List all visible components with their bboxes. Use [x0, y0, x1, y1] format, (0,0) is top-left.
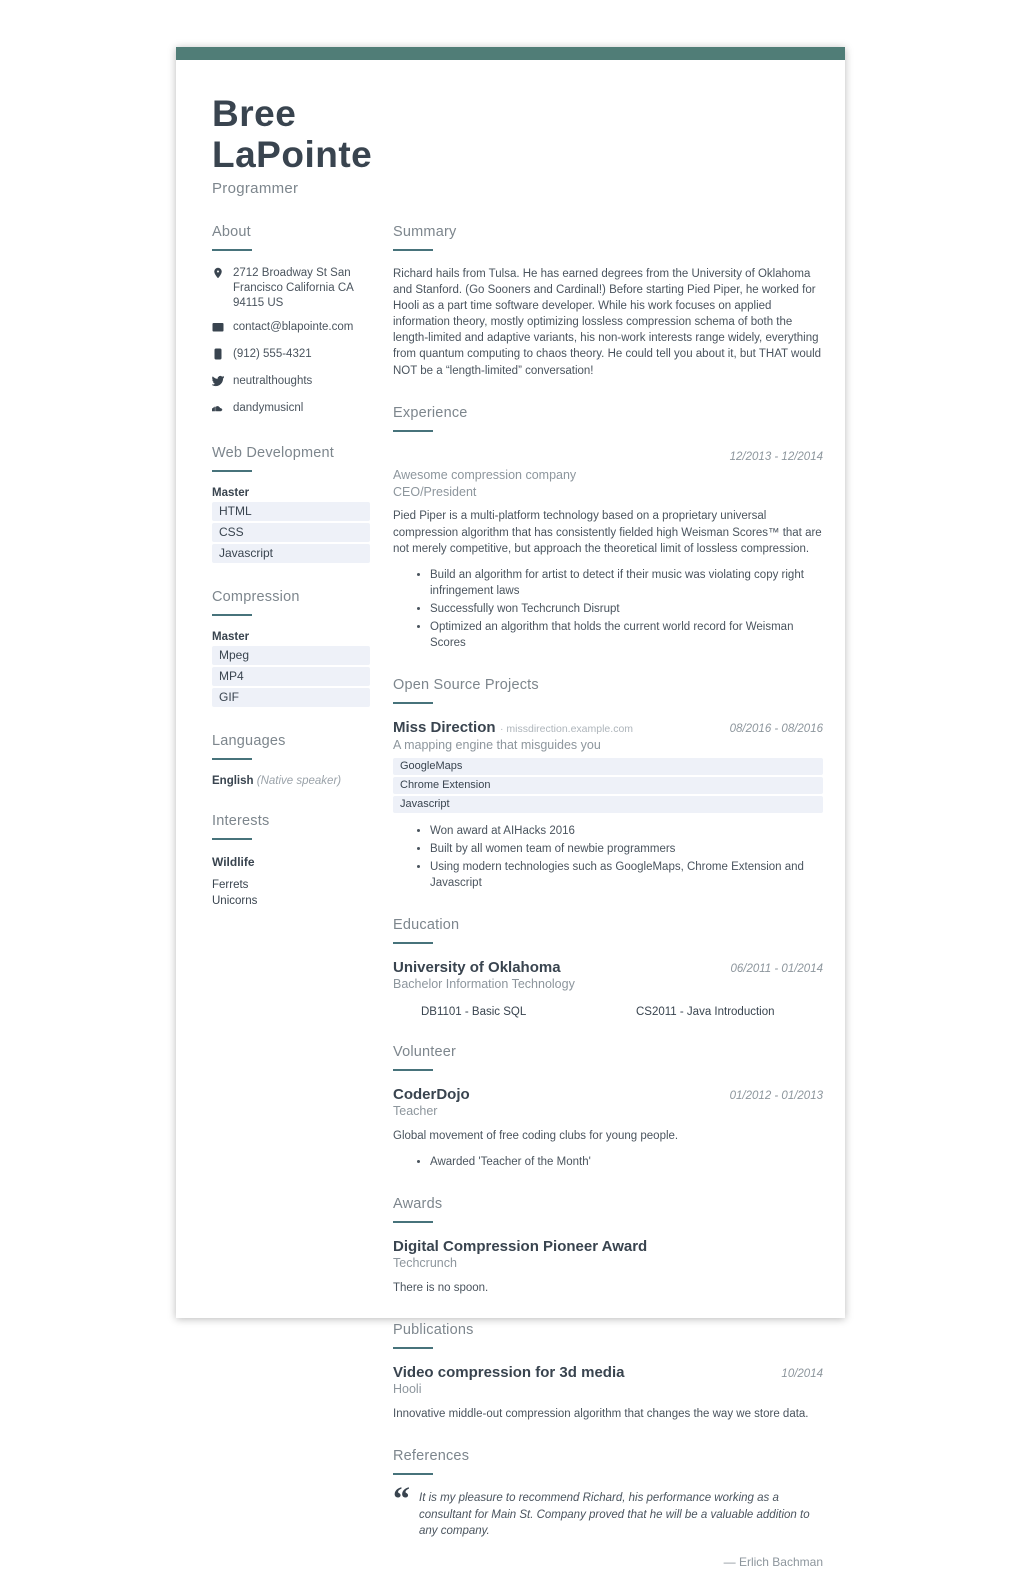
language-name: English [212, 774, 254, 787]
location-pin-icon [212, 266, 226, 311]
resume-page [176, 47, 845, 1570]
person-name-line1: Bree [212, 93, 297, 134]
soundcloud-icon [212, 401, 226, 419]
summary-text: Richard hails from Tulsa. He has earned degrees from the University of Oklahoma and Stanford. (Go Sooners and Cardinal!) Before starting Pied Piper, he worked for Hooli as a part time software developer. While his work focuses on applied information theory, mostly optimizing lossless compression schema of both the length-limited and adaptive variants, his non-work interests range widely, everything from quantum computing to chaos theory. He could tell you about it, but THAT would NOT be a “length-limited” conversation! [393, 268, 822, 377]
section-web-development [212, 445, 370, 563]
about-twitter-text[interactable]: neutralthoughts [233, 374, 313, 387]
sidebar [212, 224, 370, 1595]
interest-item: Ferrets [212, 878, 249, 891]
education-school: University of Oklahoma [393, 959, 561, 977]
course-item: CS2011 - Java Introduction [636, 1006, 775, 1019]
experience-company: Awesome compression company [393, 467, 577, 482]
person-name-line2: LaPointe [212, 134, 373, 175]
project-date: 08/2016 - 08/2016 [729, 723, 823, 736]
section-publications [393, 1322, 823, 1422]
heading-rule [393, 430, 433, 432]
heading-rule [212, 758, 252, 760]
about-email-row[interactable] [212, 320, 370, 338]
accent-top-bar [176, 47, 845, 60]
bullet-item: • Build an algorithm for artist to detect if their music was violating copy right infringement laws [430, 567, 823, 599]
about-address-text: 2712 Broadway St San Francisco California CA 94115 US [233, 267, 354, 309]
project-bullets [393, 823, 823, 891]
section-projects [393, 677, 823, 891]
about-phone-text: (912) 555-4321 [233, 347, 312, 360]
section-heading: Open Source Projects [393, 677, 539, 694]
mobile-phone-icon [212, 347, 226, 365]
heading-rule [393, 942, 433, 944]
interest-primary: Wildlife [212, 854, 255, 869]
skill-bar: HTML [212, 502, 370, 521]
section-experience [393, 405, 823, 652]
publication-description: Innovative middle-out compression algorithm that changes the way we store data. [393, 1408, 809, 1421]
heading-rule [212, 614, 252, 616]
quote-icon: “ [393, 1481, 410, 1519]
language-note: (Native speaker) [256, 774, 342, 787]
bullet-item: • Using modern technologies such as GoogleMaps, Chrome Extension and Javascript [430, 859, 823, 891]
bullet-item: • Won award at AIHacks 2016 [430, 823, 823, 839]
heading-rule [393, 1221, 433, 1223]
section-awards [393, 1196, 823, 1296]
skill-bar: MP4 [212, 667, 370, 686]
section-heading: Education [393, 917, 460, 934]
main-column [393, 224, 823, 1595]
section-heading: Experience [393, 404, 468, 421]
heading-rule [393, 1347, 433, 1349]
section-references [393, 1448, 823, 1569]
bullet-item: • Awarded 'Teacher of the Month' [430, 1154, 823, 1170]
heading-rule [212, 470, 252, 472]
bullet-item: • Built by all women team of newbie programmers [430, 841, 823, 857]
section-interests [212, 813, 370, 907]
experience-role: CEO/President [393, 484, 477, 499]
skill-bar: GIF [212, 688, 370, 707]
experience-bullets [393, 567, 823, 651]
project-title: Miss Direction [393, 719, 496, 737]
section-heading: Awards [393, 1196, 443, 1213]
project-link[interactable]: · missdirection.example.com [499, 723, 634, 736]
volunteer-bullets [393, 1154, 823, 1170]
heading-rule [393, 1473, 433, 1475]
section-heading: Publications [393, 1322, 474, 1339]
heading-rule [393, 249, 433, 251]
section-about [212, 224, 370, 419]
publication-date: 10/2014 [781, 1368, 823, 1381]
section-education [393, 917, 823, 1018]
publication-publisher: Hooli [393, 1382, 422, 1397]
volunteer-org: CoderDojo [393, 1086, 470, 1104]
interest-item: Unicorns [212, 894, 258, 907]
person-name [212, 93, 823, 175]
heading-rule [393, 1069, 433, 1071]
section-heading: Volunteer [393, 1044, 457, 1061]
about-soundcloud-row[interactable] [212, 401, 370, 419]
skill-level-label: Master [212, 630, 250, 643]
project-subtitle: A mapping engine that misguides you [393, 738, 601, 753]
section-heading: Web Development [212, 444, 335, 461]
reference-author: — Erlich Bachman [723, 1555, 823, 1570]
bullet-item: • Optimized an algorithm that holds the current world record for Weisman Scores [430, 619, 823, 651]
award-org: Techcrunch [393, 1256, 457, 1271]
project-tag: GoogleMaps [393, 758, 823, 775]
project-tag: Javascript [393, 796, 823, 813]
person-job-title: Programmer [212, 180, 299, 197]
reference-quote-row [393, 1481, 823, 1539]
section-compression [212, 589, 370, 707]
about-twitter-row[interactable] [212, 374, 370, 392]
heading-rule [393, 702, 433, 704]
project-tag: Chrome Extension [393, 777, 823, 794]
heading-rule [212, 249, 252, 251]
section-heading: About [212, 224, 251, 240]
bullet-item: • Successfully won Techcrunch Disrupt [430, 601, 823, 617]
section-heading: Compression [212, 588, 300, 605]
envelope-icon [212, 320, 226, 338]
resume-header [212, 93, 823, 197]
twitter-icon [212, 374, 226, 392]
publication-title: Video compression for 3d media [393, 1364, 625, 1382]
volunteer-role: Teacher [393, 1104, 438, 1119]
section-volunteer [393, 1044, 823, 1170]
experience-date: 12/2013 - 12/2014 [729, 450, 823, 463]
education-date: 06/2011 - 01/2014 [730, 963, 823, 976]
about-soundcloud-text[interactable]: dandymusicnl [233, 401, 304, 414]
education-courses [393, 1006, 823, 1018]
skill-bar: CSS [212, 523, 370, 542]
section-summary [393, 224, 823, 379]
section-heading: References [393, 1448, 470, 1465]
reference-quote: It is my pleasure to recommend Richard, his performance working as a consultant for Main St. Company proved that he will be a valuable addition to any company. [419, 1492, 810, 1537]
skill-level-label: Master [212, 486, 250, 499]
skill-bar: Javascript [212, 544, 370, 563]
experience-description: Pied Piper is a multi-platform technology based on a proprietary universal compression algorithm that has consistently fielded high Weisman Scores™ that are not merely competitive, but approach the theoretical limit of lossless compression. [393, 510, 822, 555]
award-description: There is no spoon. [393, 1282, 489, 1295]
skill-bar: Mpeg [212, 646, 370, 665]
about-phone-row [212, 347, 370, 365]
section-heading: Languages [212, 732, 286, 749]
volunteer-description: Global movement of free coding clubs for young people. [393, 1130, 679, 1143]
volunteer-date: 01/2012 - 01/2013 [729, 1090, 823, 1103]
course-item: DB1101 - Basic SQL [421, 1006, 527, 1019]
language-line [212, 775, 370, 787]
education-degree: Bachelor Information Technology [393, 977, 575, 992]
section-heading: Summary [393, 224, 457, 240]
about-address-row [212, 266, 370, 311]
section-languages [212, 733, 370, 787]
about-email-text[interactable]: contact@blapointe.com [233, 320, 354, 333]
award-title: Digital Compression Pioneer Award [393, 1238, 648, 1256]
section-heading: Interests [212, 812, 270, 829]
heading-rule [212, 838, 252, 840]
project-tags [393, 758, 823, 813]
